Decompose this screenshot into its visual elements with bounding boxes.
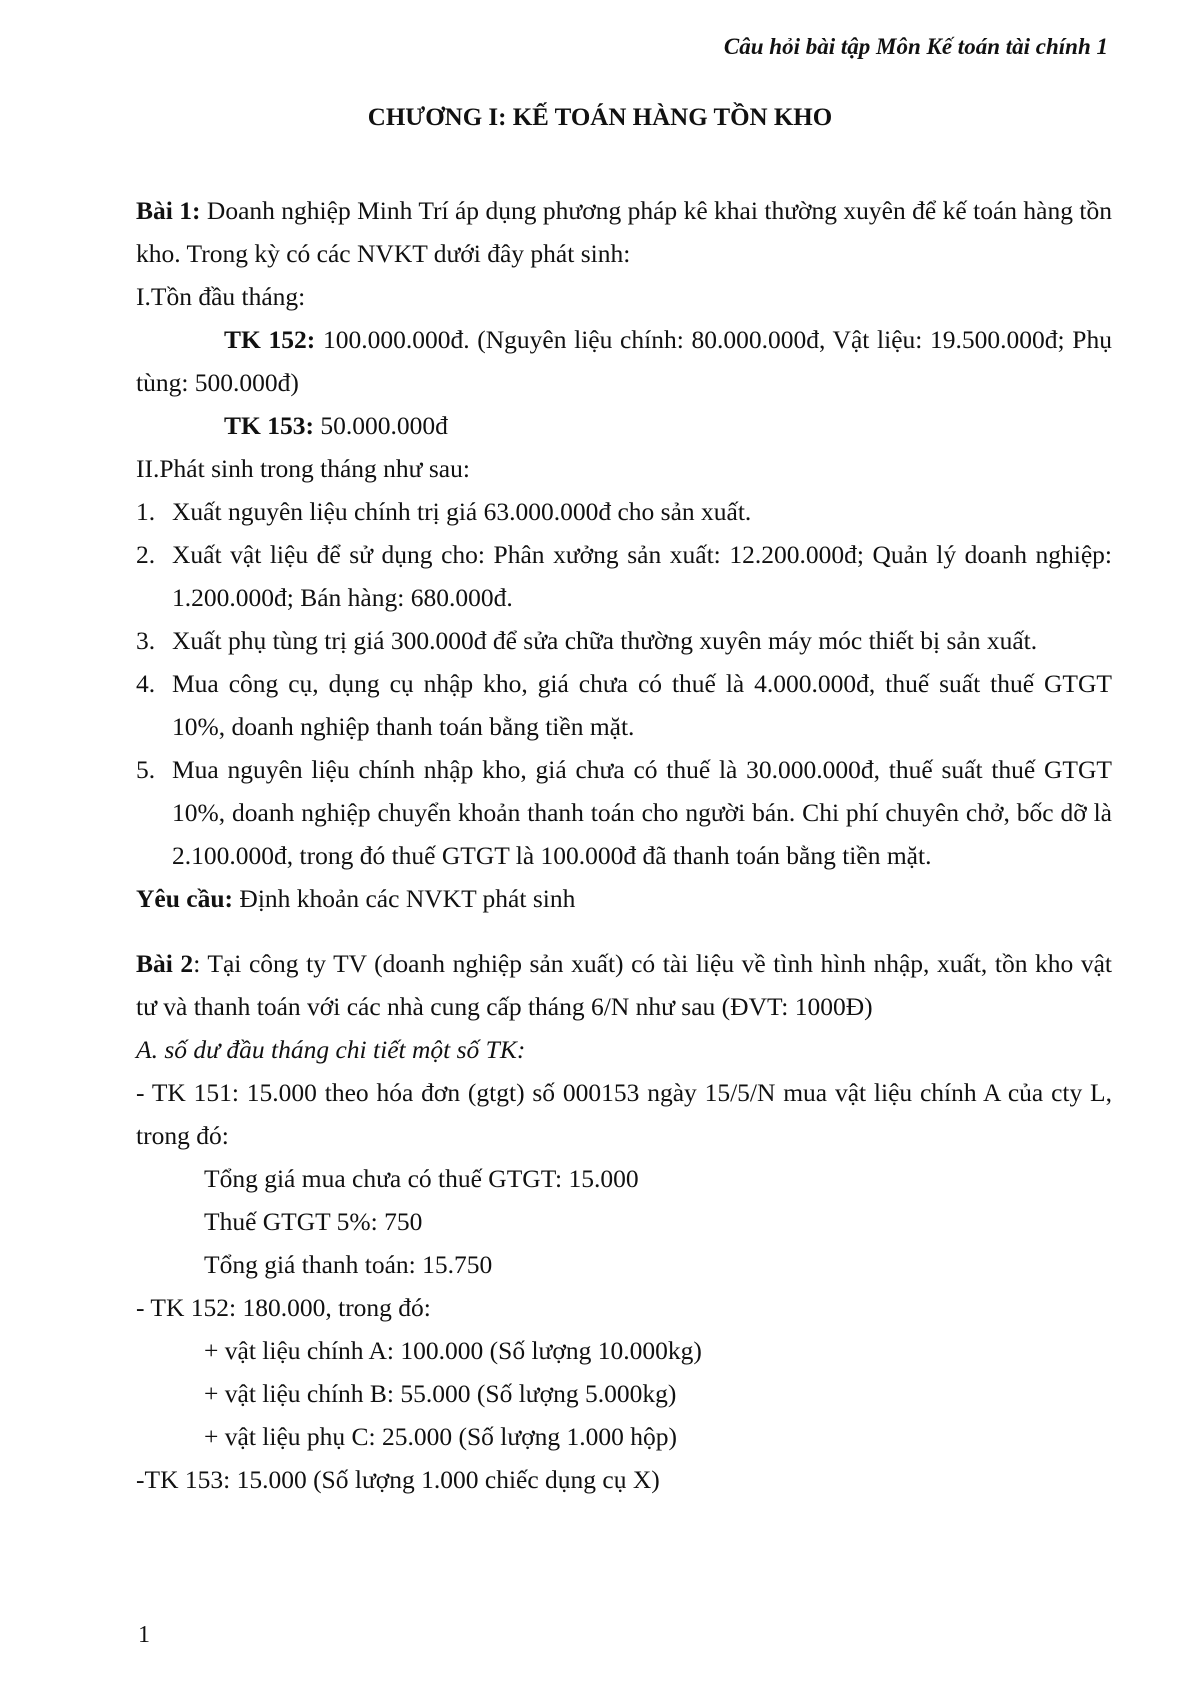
bai2-tk151-line: Tổng giá thanh toán: 15.750 — [204, 1250, 493, 1279]
bai1-requirement: Yêu cầu: Định khoản các NVKT phát sinh — [136, 884, 576, 913]
bai1-intro: Bài 1: Doanh nghiệp Minh Trí áp dụng phương pháp kê khai thường xuyên để kế toán hàng tồn kho. Trong kỳ có các NVKT dưới đây phát sinh: — [136, 196, 1112, 268]
bai2-tk153: -TK 153: 15.000 (Số lượng 1.000 chiếc dụng cụ X) — [136, 1465, 660, 1494]
bai2-tk152-line: + vật liệu phụ C: 25.000 (Số lượng 1.000 hộp) — [204, 1422, 678, 1451]
bai2-label: Bài 2 — [136, 949, 194, 978]
page-number: 1 — [138, 1622, 150, 1648]
running-header: Câu hỏi bài tập Môn Kế toán tài chính 1 — [723, 34, 1108, 59]
bai2-tk152-line: + vật liệu chính A: 100.000 (Số lượng 10.000kg) — [204, 1336, 702, 1365]
list-item: 4. Mua công cụ, dụng cụ nhập kho, giá chưa có thuế là 4.000.000đ, thuế suất thuế GTGT 10%, doanh nghiệp thanh toán bằng tiền mặt. — [136, 669, 1112, 741]
bai2-tk151: - TK 151: 15.000 theo hóa đơn (gtgt) số 000153 ngày 15/5/N mua vật liệu chính A của cty L, trong đó: — [136, 1078, 1112, 1150]
bai1-tk152: TK 152: 100.000.000đ. (Nguyên liệu chính: 80.000.000đ, Vật liệu: 19.500.000đ; Phụ tùng: 500.000đ) — [136, 325, 1112, 397]
bai1-section1: I.Tồn đầu tháng: — [136, 282, 306, 311]
list-item: 1. Xuất nguyên liệu chính trị giá 63.000.000đ cho sản xuất. — [136, 497, 752, 526]
bai2-tk152-line: + vật liệu chính B: 55.000 (Số lượng 5.000kg) — [204, 1379, 677, 1408]
bai2-tk152: - TK 152: 180.000, trong đó: — [136, 1293, 431, 1322]
bai2-intro: Bài 2: Tại công ty TV (doanh nghiệp sản xuất) có tài liệu về tình hình nhập, xuất, tồn kho vật tư và thanh toán với các nhà cung cấp tháng 6/N như sau (ĐVT: 1000Đ) — [136, 949, 1113, 1021]
document-body — [136, 189, 1112, 1501]
bai1-tk153: TK 153: 50.000.000đ — [224, 411, 448, 440]
list-item: 3. Xuất phụ tùng trị giá 300.000đ để sửa chữa thường xuyên máy móc thiết bị sản xuất. — [136, 626, 1038, 655]
list-item: 2. Xuất vật liệu để sử dụng cho: Phân xưởng sản xuất: 12.200.000đ; Quản lý doanh nghiệp: 1.200.000đ; Bán hàng: 680.000đ. — [136, 540, 1112, 612]
bai2-tk151-line: Thuế GTGT 5%: 750 — [204, 1207, 423, 1236]
list-item: 5. Mua nguyên liệu chính nhập kho, giá chưa có thuế là 30.000.000đ, thuế suất thuế GTGT 10%, doanh nghiệp chuyển khoản thanh toán cho người bán. Chi phí chuyên chở, bốc dỡ là 2.100.000đ, trong đó thuế GTGT là 100.000đ đã thanh toán bằng tiền mặt. — [136, 755, 1112, 870]
bai2-tk151-line: Tổng giá mua chưa có thuế GTGT: 15.000 — [204, 1164, 639, 1193]
spacer — [136, 920, 1112, 942]
chapter-title: CHƯƠNG I: KẾ TOÁN HÀNG TỒN KHO — [367, 104, 833, 131]
bai1-label: Bài 1: — [136, 196, 201, 225]
bai2-section-a: A. số dư đầu tháng chi tiết một số TK: — [136, 1035, 526, 1064]
bai1-section2: II.Phát sinh trong tháng như sau: — [136, 454, 470, 483]
